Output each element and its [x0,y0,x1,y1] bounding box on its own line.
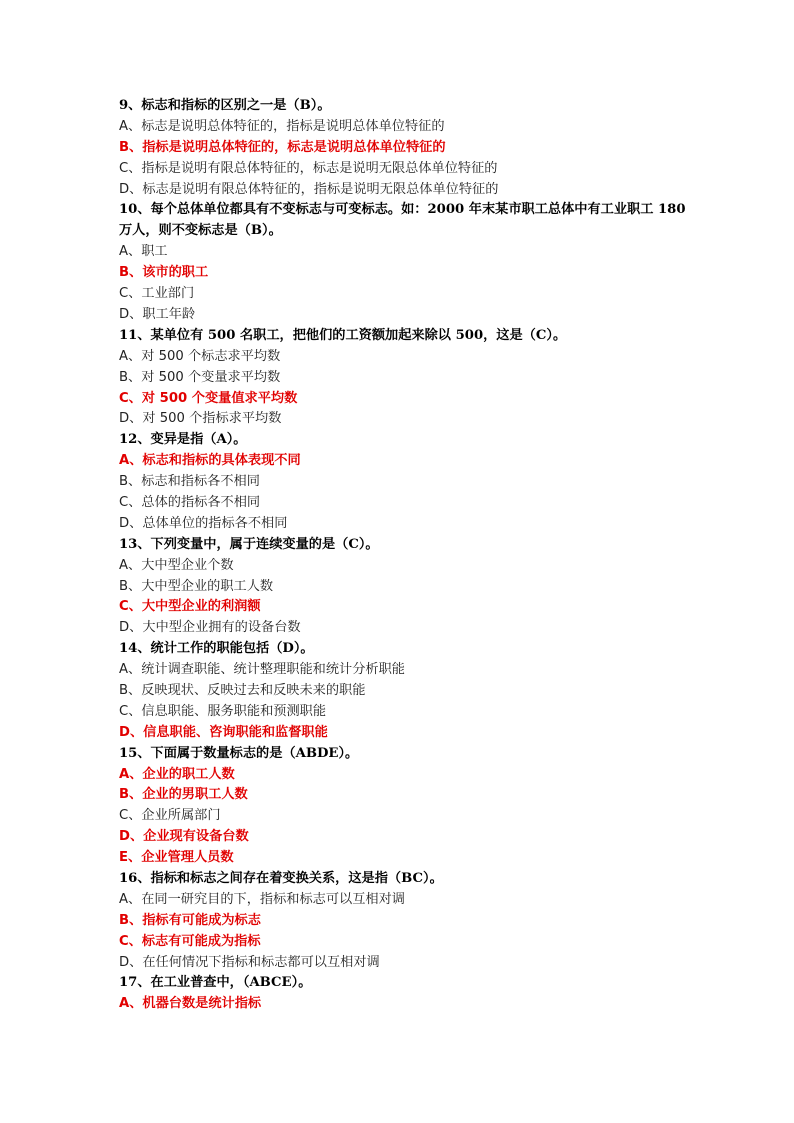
correct-answer-option: C、标志有可能成为指标 [119,933,261,949]
correct-answer-option: A、机器台数是统计指标 [119,996,262,1012]
question-text: 9、标志和指标的区别之一是（B）。 [119,98,331,113]
answer-option: C、信息职能、服务职能和预测职能 [119,703,327,719]
answer-option: D、标志是说明有限总体特征的，指标是说明无限总体单位特征的 [119,181,499,197]
question-text: 13、下列变量中，属于连续变量的是（C）。 [119,536,379,552]
question-list [119,96,689,1015]
correct-answer-option: B、企业的男职工人数 [119,787,248,803]
correct-answer-option: C、对 500 个变量值求平均数 [119,390,298,406]
answer-option: C、企业所属部门 [119,808,221,824]
correct-answer-option: D、企业现有设备台数 [119,829,249,845]
answer-option: C、工业部门 [119,286,195,302]
answer-option: C、总体的指标各不相同 [119,494,261,510]
answer-option: A、统计调查职能、统计整理职能和统计分析职能 [119,662,405,678]
question-text: 14、统计工作的职能包括（D）。 [119,641,314,657]
answer-option: D、大中型企业拥有的设备台数 [119,620,301,636]
correct-answer-option: A、企业的职工人数 [119,766,235,782]
answer-option: A、职工 [119,244,168,260]
correct-answer-option: A、标志和指标的具体表现不同 [119,453,301,469]
answer-option: A、大中型企业个数 [119,557,234,573]
question-text: 15、下面属于数量标志的是（ABDE）。 [119,745,359,761]
correct-answer-option: B、指标是说明总体特征的，标志是说明总体单位特征的 [119,139,446,155]
correct-answer-option: C、大中型企业的利润额 [119,599,261,615]
answer-option: D、在任何情况下指标和标志都可以互相对调 [119,954,380,970]
correct-answer-option: E、企业管理人员数 [119,850,234,866]
answer-option: B、标志和指标各不相同 [119,474,260,490]
answer-option: D、职工年龄 [119,306,196,322]
answer-option: C、指标是说明有限总体特征的，标志是说明无限总体单位特征的 [119,160,498,176]
question-text: 17、在工业普查中，（ABCE）。 [119,975,312,991]
correct-answer-option: B、指标有可能成为标志 [119,912,261,928]
question-text: 11、某单位有 500 名职工，把他们的工资额加起来除以 500，这是（C）。 [119,327,567,343]
answer-option: A、对 500 个标志求平均数 [119,348,281,364]
answer-option: B、反映现状、反映过去和反映未来的职能 [119,682,366,698]
question-text: 12、变异是指（A）。 [119,432,247,448]
answer-option: D、总体单位的指标各不相同 [119,515,288,531]
question-text: 16、指标和标志之间存在着变换关系，这是指（BC）。 [119,870,443,886]
answer-option: A、标志是说明总体特征的，指标是说明总体单位特征的 [119,118,445,134]
answer-option: B、大中型企业的职工人数 [119,578,274,594]
answer-option: A、在同一研究目的下，指标和标志可以互相对调 [119,891,405,907]
correct-answer-option: B、该市的职工 [119,265,209,281]
correct-answer-option: D、信息职能、咨询职能和监督职能 [119,724,328,740]
question-text: 10、每个总体单位都具有不变标志与可变标志。如：2000 年末某市职工总体中有工业职工 180 万人，则不变标志是（B）。 [119,202,686,239]
answer-option: B、对 500 个变量求平均数 [119,369,281,385]
answer-option: D、对 500 个指标求平均数 [119,411,282,427]
